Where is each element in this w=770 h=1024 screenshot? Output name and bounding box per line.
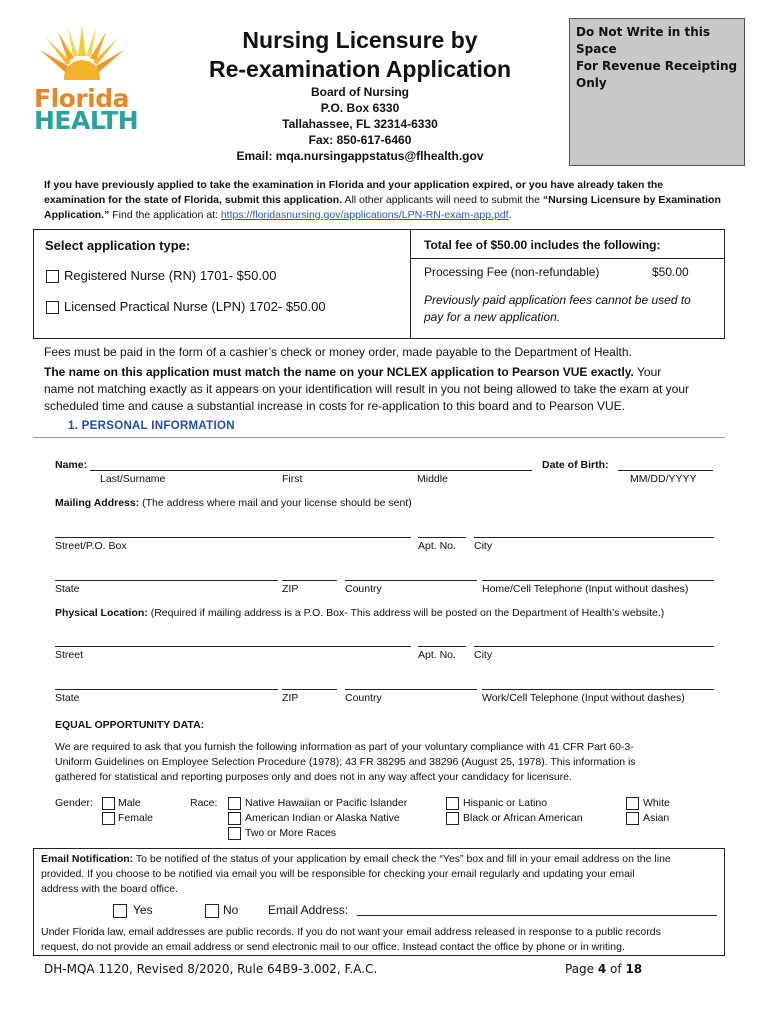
rn-checkbox[interactable]: [46, 270, 59, 283]
street-po-caption: Street/P.O. Box: [55, 540, 127, 552]
physical-city-input[interactable]: [474, 646, 714, 647]
logo-florida-text: Florida: [34, 84, 129, 113]
name-match-notice: [44, 364, 734, 415]
name-label: Name:: [55, 459, 88, 471]
eeo-paragraph: We are required to ask that you furnish the following information as part of your voluntary compliance with 41 CFR Part 60-3- Uniform Guidelines on Employee Selection Procedure (1978); 43 FR 38295 and 38296 (August 25, 1978). This information is gathered for statistical and reporting purposes only and does not in any way affect your candidacy for licensure.: [55, 741, 636, 783]
section-personal-information: 1. PERSONAL INFORMATION: [68, 420, 235, 432]
intro-form-name: “Nursing Licensure by Examination Application.”: [44, 194, 721, 221]
dob-label: Date of Birth:: [542, 459, 609, 471]
state-caption: State: [55, 583, 80, 595]
physical-state-input[interactable]: [55, 689, 278, 690]
work-phone-caption: Work/Cell Telephone (Input without dashes): [482, 692, 685, 704]
race-checkbox-american-indian[interactable]: [228, 812, 241, 825]
intro-find: Find the application at:: [109, 209, 221, 221]
physical-zip-input[interactable]: [282, 689, 337, 690]
email-address-label: Email Address:: [268, 903, 349, 917]
country-caption: Country: [345, 583, 382, 595]
board-name: Board of Nursing: [311, 85, 409, 99]
race-label-asian: Asian: [643, 812, 670, 824]
eeo-title: EQUAL OPPORTUNITY DATA:: [55, 719, 205, 731]
apt-caption: Apt. No.: [418, 540, 456, 552]
race-label: Race:: [190, 797, 218, 809]
page-title: [190, 26, 530, 84]
last-name-caption: Last/Surname: [100, 473, 166, 485]
intro-bold: If you have previously applied to take the examination in Florida and your application expired, or you have already taken the examination for the state of Florida, submit this application.: [44, 179, 664, 206]
dob-input[interactable]: [618, 470, 713, 471]
intro-mid: All other applicants will need to submit the: [342, 194, 543, 206]
home-phone-input[interactable]: [482, 580, 714, 581]
race-checkbox-hispanic[interactable]: [446, 797, 459, 810]
home-phone-caption: Home/Cell Telephone (Input without dashes): [482, 583, 689, 595]
race-label-hispanic: Hispanic or Latino: [463, 797, 548, 809]
city-caption: City: [474, 649, 493, 661]
middle-name-caption: Middle: [417, 473, 448, 485]
form-id: DH-MQA 1120, Revised 8/2020, Rule 64B9-3.002, F.A.C.: [44, 962, 378, 976]
divider: [410, 258, 725, 259]
logo-health-text: HEALTH: [34, 106, 139, 135]
board-address: [190, 84, 530, 164]
male-label: Male: [118, 797, 141, 809]
page-number: Page 4 of 18: [565, 962, 643, 976]
race-label-american-indian: American Indian or Alaska Native: [245, 812, 400, 824]
country-caption: Country: [345, 692, 382, 704]
first-name-caption: First: [282, 473, 303, 485]
mailing-street-input[interactable]: [55, 537, 411, 538]
mailing-country-input[interactable]: [345, 580, 477, 581]
intro-end: .: [508, 209, 512, 221]
physical-location-label: Physical Location: (Required if mailing address is a P.O. Box- This address will be posted on the Department of Health’s website.): [55, 607, 665, 619]
fees-notice: Fees must be paid in the form of a cashier’s check or money order, made payable to the Department of Health.: [44, 345, 632, 359]
race-checkbox-two-or-more[interactable]: [228, 827, 241, 840]
email-address-input[interactable]: [357, 915, 717, 916]
title-line-1: Nursing Licensure by: [242, 27, 478, 53]
email-no-checkbox[interactable]: [205, 904, 219, 918]
revenue-receipting-box: [569, 18, 745, 166]
title-line-2: Re-examination Application: [208, 56, 512, 82]
race-checkbox-asian[interactable]: [626, 812, 639, 825]
race-checkbox-black[interactable]: [446, 812, 459, 825]
section-divider: [33, 437, 725, 438]
work-phone-input[interactable]: [482, 689, 714, 690]
race-label-hawaiian: Native Hawaiian or Pacific Islander: [245, 797, 408, 809]
dob-format-caption: MM/DD/YYYY: [630, 473, 697, 485]
mailing-address-label: Mailing Address: (The address where mail and your license should be sent): [55, 497, 412, 509]
fee-header: Total fee of $50.00 includes the following:: [424, 238, 661, 252]
race-label-two-or-more: Two or More Races: [245, 827, 337, 839]
zip-caption: ZIP: [282, 692, 299, 704]
city-caption: City: [474, 540, 493, 552]
mailing-apt-input[interactable]: [418, 537, 466, 538]
fee-item: Processing Fee (non-refundable): [424, 265, 600, 279]
select-application-label: Select application type:: [45, 238, 191, 253]
male-checkbox[interactable]: [102, 797, 115, 810]
fee-note-line-1: Previously paid application fees cannot be used to: [424, 293, 691, 307]
intro-paragraph: [44, 178, 724, 223]
female-label: Female: [118, 812, 154, 824]
mailing-city-input[interactable]: [474, 537, 714, 538]
state-caption: State: [55, 692, 80, 704]
physical-apt-input[interactable]: [418, 646, 466, 647]
race-checkbox-hawaiian[interactable]: [228, 797, 241, 810]
board-pobox: P.O. Box 6330: [320, 101, 400, 115]
lpn-option-label: Licensed Practical Nurse (LPN) 1702- $50.00: [64, 299, 326, 314]
divider: [410, 229, 411, 339]
revenue-line-2: For Revenue Receipting Only: [576, 59, 738, 90]
mailing-state-input[interactable]: [55, 580, 278, 581]
name-match-line-2: name not matching exactly as it appears on your identification will result in you not being allowed to take the exam at your: [44, 382, 690, 396]
mailing-zip-input[interactable]: [282, 580, 337, 581]
application-link[interactable]: https://floridasnursing.gov/applications/LPN-RN-exam-app.pdf: [220, 209, 509, 221]
name-input[interactable]: [90, 470, 532, 471]
revenue-line-1: Do Not Write in this Space: [576, 25, 711, 56]
fee-note-line-2: pay for a new application.: [424, 310, 561, 324]
public-records-notice: Under Florida law, email addresses are public records. If you do not want your email address released in response to a public records request, do not provide an email address or send electronic mail to our office. Instead contact the office by phone or in writing.: [41, 926, 661, 953]
board-fax: Fax: 850-617-6460: [308, 133, 412, 147]
street-caption: Street: [55, 649, 84, 661]
florida-sun-logo-icon: [38, 26, 126, 90]
name-match-bold: The name on this application must match the name on your NCLEX application to Pearson VUE exactly.: [44, 365, 634, 379]
email-yes-checkbox[interactable]: [113, 904, 127, 918]
zip-caption: ZIP: [282, 583, 299, 595]
race-label-white: White: [643, 797, 670, 809]
email-notification-text: Email Notification: To be notified of the status of your application by email check the “Yes” box and fill in your email address on the line provided. If you choose to be notified via email you will be responsible for checking your email regularly and updating your email address with the board office.: [41, 853, 671, 895]
race-checkbox-white[interactable]: [626, 797, 639, 810]
physical-country-input[interactable]: [345, 689, 477, 690]
female-checkbox[interactable]: [102, 812, 115, 825]
email-yes-label: Yes: [133, 903, 153, 917]
physical-street-input[interactable]: [55, 646, 411, 647]
gender-label: Gender:: [55, 797, 93, 809]
rn-option-label: Registered Nurse (RN) 1701- $50.00: [64, 268, 277, 283]
board-city: Tallahassee, FL 32314-6330: [282, 117, 438, 131]
email-no-label: No: [223, 903, 239, 917]
race-label-black: Black or African American: [463, 812, 583, 824]
lpn-checkbox[interactable]: [46, 301, 59, 314]
board-email: Email: mqa.nursingappstatus@flhealth.gov: [236, 149, 484, 163]
name-match-rest: Your: [633, 365, 662, 379]
name-match-line-3: scheduled time and cause a substantial increase in costs for re-application to this board and to Pearson VUE.: [44, 399, 625, 413]
fee-amount: $50.00: [652, 265, 689, 279]
apt-caption: Apt. No.: [418, 649, 456, 661]
